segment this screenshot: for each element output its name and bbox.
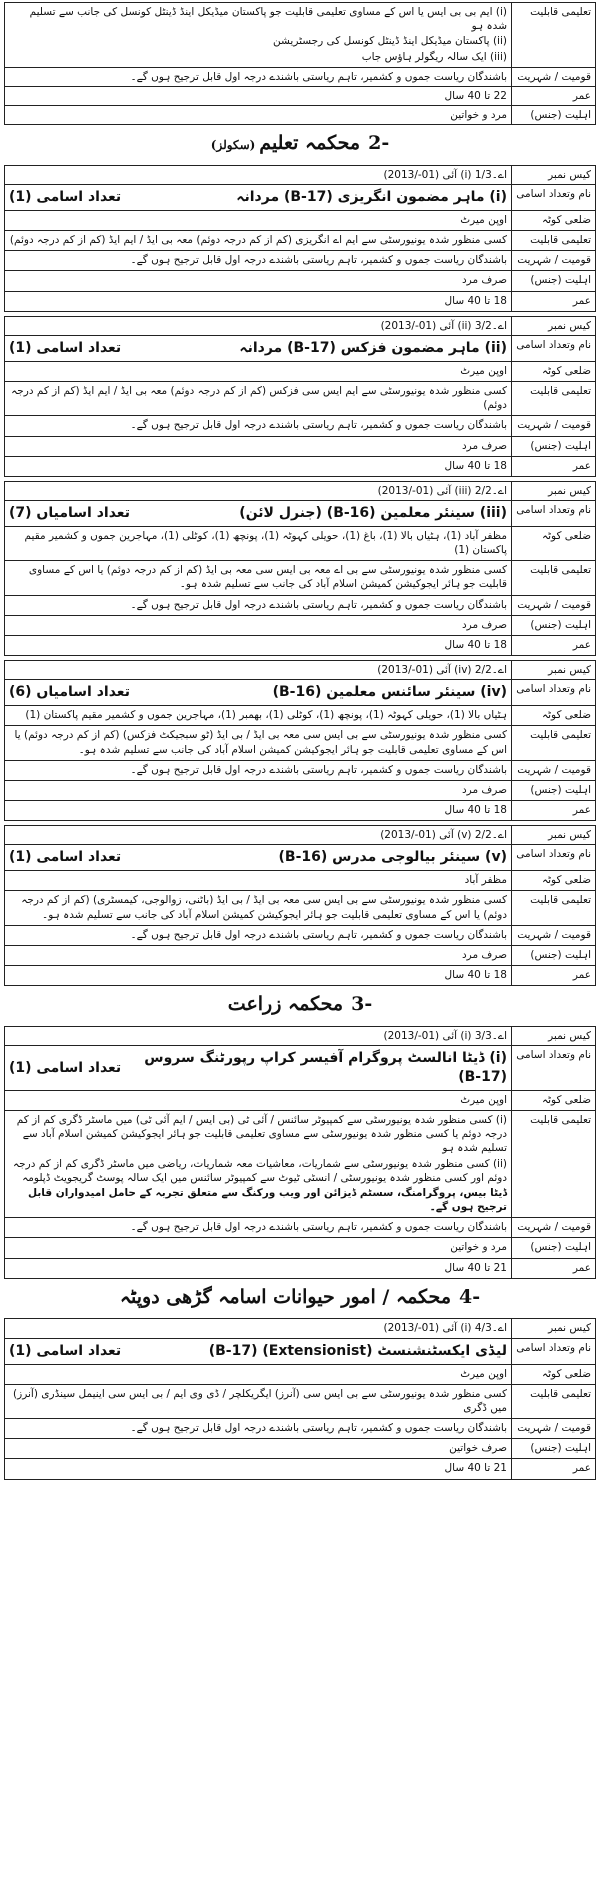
value-line: باشندگان ریاست جموں و کشمیر، تاہم ریاستی باشندے درجہ اول قابل ترجیح ہوں گے۔ xyxy=(130,598,507,611)
table-row xyxy=(5,661,596,680)
row-value xyxy=(5,891,512,925)
table-row xyxy=(5,945,596,965)
table-row xyxy=(5,726,596,760)
value-line: ڈیٹا بیس، پروگرامنگ، سسٹم ڈیزائن اور ویب ورکنگ سے متعلق تجربہ کے حامل امیدواران قابل ترجیح ہوں گے۔ xyxy=(27,1186,507,1214)
table-row xyxy=(5,335,596,361)
row-label: قومیت / شہریت xyxy=(512,595,596,615)
table-row xyxy=(5,416,596,436)
row-value xyxy=(5,3,512,68)
row-value xyxy=(5,1419,512,1439)
post-name-cell xyxy=(5,501,512,527)
table-row xyxy=(5,706,596,726)
row-label: اہلیت (جنس) xyxy=(512,271,596,291)
value-line: مرد و خواتین xyxy=(450,1241,507,1254)
value-line: صرف مرد xyxy=(461,618,507,631)
row-label: عمر xyxy=(512,801,596,821)
row-value xyxy=(5,271,512,291)
department-heading xyxy=(4,992,596,1018)
row-label: کیس نمبر xyxy=(512,826,596,845)
table-row xyxy=(5,1111,596,1218)
value-line: صرف مرد xyxy=(461,948,507,961)
post-line xyxy=(9,1342,507,1361)
table-row xyxy=(5,1319,596,1338)
row-value xyxy=(5,801,512,821)
row-value: مرد و خواتین xyxy=(5,106,512,125)
row-label: عمر xyxy=(512,1258,596,1278)
table-row xyxy=(5,1419,596,1439)
row-label: کیس نمبر xyxy=(512,661,596,680)
row-label: ضلعی کوٹہ xyxy=(512,210,596,230)
row-label: تعلیمی قابلیت xyxy=(512,382,596,416)
row-label: قومیت / شہریت xyxy=(512,416,596,436)
case-number: اے۔4/3 (i) آئی (01-/2013) xyxy=(5,1319,512,1338)
table-row xyxy=(5,481,596,500)
department-title: محکمہ تعلیم xyxy=(259,132,361,155)
value-line: اوپن میرٹ xyxy=(460,1367,507,1380)
table-row xyxy=(5,106,596,125)
case-number: اے۔2/2 (iii) آئی (01-/2013) xyxy=(5,481,512,500)
row-label: ضلعی کوٹہ xyxy=(512,706,596,726)
row-label: تعلیمی قابلیت xyxy=(512,726,596,760)
row-value xyxy=(5,416,512,436)
row-label: تعلیمی قابلیت xyxy=(512,1111,596,1218)
row-value xyxy=(5,726,512,760)
case-number: اے۔1/3 (i) آئی (01-/2013) xyxy=(5,165,512,184)
row-value xyxy=(5,231,512,251)
value-line: (i) ایم بی بی ایس یا اس کے مساوی تعلیمی قابلیت جو پاکستان میڈیکل اینڈ ڈینٹل کونسل کی جانب سے تسلیم شدہ ہو xyxy=(29,6,507,33)
value-line: کسی منظور شدہ یونیورسٹی سے ایم اے انگریزی (کم از کم درجہ دوئم) معہ بی ایڈ / ایم ایڈ (کم از کم درجہ دوئم) xyxy=(9,234,507,247)
row-label: اہلیت (جنس) xyxy=(512,1238,596,1258)
value-line: اوپن میرٹ xyxy=(460,1093,507,1106)
post-table xyxy=(4,825,596,986)
value-line: 21 تا 40 سال xyxy=(444,1261,507,1274)
post-title: (v) سینئر بیالوجی مدرس (B-16) xyxy=(278,849,507,866)
post-count: تعداد اسامی (1) xyxy=(9,189,122,206)
table-row xyxy=(5,271,596,291)
table-row xyxy=(5,3,596,68)
department-number: -4 xyxy=(459,1285,481,1308)
post-table xyxy=(4,481,596,656)
post-title: (i) ماہر مضمون انگریزی (B-17) مردانہ xyxy=(236,189,507,206)
table-row xyxy=(5,1459,596,1479)
row-label: کیس نمبر xyxy=(512,316,596,335)
value-line: صرف مرد xyxy=(461,274,507,287)
post-name-cell xyxy=(5,845,512,871)
row-label: اہلیت (جنس) xyxy=(512,615,596,635)
row-label: کیس نمبر xyxy=(512,165,596,184)
value-line: صرف مرد xyxy=(461,439,507,452)
value-line: کسی منظور شدہ یونیورسٹی سے بی ایس سی معہ بی ایڈ / بی ایڈ (ٹو سبجیکٹ فزکس) (کم از کم درجہ دوئم) یا اس کے مساوی تعلیمی قابلیت جو ہائر ایجوکیشن کمیشن اسلام آباد کی جانب سے تسلیم شدہ ہو۔ xyxy=(14,729,507,756)
post-line xyxy=(9,683,507,702)
row-label: قومیت / شہریت xyxy=(512,925,596,945)
post-name-cell xyxy=(5,1046,512,1091)
table-row xyxy=(5,231,596,251)
row-label: نام وتعداد اسامی xyxy=(512,185,596,211)
table-row xyxy=(5,780,596,800)
value-line: کسی منظور شدہ یونیورسٹی سے ایم ایس سی فزکس (کم از کم درجہ دوئم) معہ بی ایڈ / ایم ایڈ (کم از کم درجہ دوئم) xyxy=(11,385,507,412)
table-row xyxy=(5,251,596,271)
value-line: صرف خواتین xyxy=(449,1442,507,1455)
value-line: کسی منظور شدہ یونیورسٹی سے بی ایس سی معہ بی ایڈ / بی ایڈ (باٹنی، زوالوجی، کیمسٹری) (کم از کم درجہ دوئم) یا اس کے مساوی تعلیمی قابلیت جو ہائر ایجوکیشن کمیشن اسلام آباد کی جانب سے تسلیم شدہ ہو۔ xyxy=(21,894,507,921)
row-label: عمر xyxy=(512,1459,596,1479)
table-row xyxy=(5,210,596,230)
table-row xyxy=(5,1258,596,1278)
row-value: باشندگان ریاست جموں و کشمیر، تاہم ریاستی باشندے درجہ اول قابل ترجیح ہوں گے۔ xyxy=(5,67,512,86)
row-value xyxy=(5,1384,512,1418)
value-line: باشندگان ریاست جموں و کشمیر، تاہم ریاستی باشندے درجہ اول قابل ترجیح ہوں گے۔ xyxy=(130,928,507,941)
table-row xyxy=(5,561,596,595)
table-row xyxy=(5,1090,596,1110)
row-label: عمر xyxy=(512,966,596,986)
value-line: مظفر آباد xyxy=(464,874,507,887)
post-count: تعداد اسامی (1) xyxy=(9,849,122,866)
row-label: قومیت / شہریت xyxy=(512,1419,596,1439)
row-label: نام وتعداد اسامی xyxy=(512,1338,596,1364)
post-line xyxy=(9,848,507,867)
value-line: کسی منظور شدہ یونیورسٹی سے بی ایس سی (آنرز) ایگریکلچر / ڈی وی ایم / بی ایس سی اینیمل سینڈری (آنرز) میں ڈگری xyxy=(13,1387,507,1414)
row-label: نام وتعداد اسامی xyxy=(512,501,596,527)
table-row xyxy=(5,291,596,311)
value-line: ہٹیاں بالا (1)، حویلی کہوٹہ (1)، پونچھ (1)، کوٹلی (1)، بھمبر (1)، مہاجرین جموں و کشمیر مقیم پاکستان (1) xyxy=(25,709,507,722)
table-row xyxy=(5,316,596,335)
row-value xyxy=(5,945,512,965)
table-row xyxy=(5,801,596,821)
table-row xyxy=(5,185,596,211)
table-row xyxy=(5,1218,596,1238)
post-count: تعداد اسامی (1) xyxy=(9,1059,122,1076)
row-label: اہلیت (جنس) xyxy=(512,106,596,125)
value-line: صرف مرد xyxy=(461,783,507,796)
value-line: باشندگان ریاست جموں و کشمیر، تاہم ریاستی باشندے درجہ اول قابل ترجیح ہوں گے۔ xyxy=(130,763,507,776)
value-line: باشندگان ریاست جموں و کشمیر، تاہم ریاستی باشندے درجہ اول قابل ترجیح ہوں گے۔ xyxy=(130,1422,507,1435)
table-row xyxy=(5,526,596,560)
value-line: (ii) پاکستان میڈیکل اینڈ ڈینٹل کونسل کی رجسٹریشن xyxy=(273,35,507,48)
row-value xyxy=(5,780,512,800)
post-name-cell xyxy=(5,1338,512,1364)
table-row xyxy=(5,595,596,615)
post-title: (iv) سینئر سائنس معلمین (B-16) xyxy=(272,684,507,701)
post-title: (iii) سینئر معلمین (B-16) (جنرل لائن) xyxy=(239,505,507,522)
department-note: (سکولز) xyxy=(210,138,256,153)
row-label: تعلیمی قابلیت xyxy=(512,3,596,68)
table-row xyxy=(5,891,596,925)
case-number: اے۔3/2 (ii) آئی (01-/2013) xyxy=(5,316,512,335)
table-row xyxy=(5,615,596,635)
department-title: محکمہ / امور حیوانات اسامہ گڑھی دوپٹہ xyxy=(119,1285,451,1308)
post-table xyxy=(4,165,596,312)
post-count: تعداد اسامی (1) xyxy=(9,1342,122,1359)
row-label: تعلیمی قابلیت xyxy=(512,561,596,595)
value-line: 18 تا 40 سال xyxy=(444,969,507,982)
department-heading xyxy=(4,1285,596,1311)
row-label: نام وتعداد اسامی xyxy=(512,680,596,706)
row-value xyxy=(5,1218,512,1238)
case-number: اے۔2/2 (iv) آئی (01-/2013) xyxy=(5,661,512,680)
case-number: اے۔2/2 (v) آئی (01-/2013) xyxy=(5,826,512,845)
table-row xyxy=(5,165,596,184)
table-row xyxy=(5,966,596,986)
table-row xyxy=(5,1364,596,1384)
row-value xyxy=(5,595,512,615)
row-label: تعلیمی قابلیت xyxy=(512,231,596,251)
table-row xyxy=(5,501,596,527)
post-title: (i) ڈیٹا انالسٹ پروگرام آفیسر کراپ رپورٹنگ سروس (B-17) xyxy=(144,1050,507,1086)
row-value xyxy=(5,871,512,891)
department-title: محکمہ زراعت xyxy=(227,993,344,1016)
row-value xyxy=(5,1439,512,1459)
row-value xyxy=(5,436,512,456)
value-line: 21 تا 40 سال xyxy=(444,1462,507,1475)
row-value xyxy=(5,925,512,945)
row-label: اہلیت (جنس) xyxy=(512,780,596,800)
row-label: قومیت / شہریت xyxy=(512,1218,596,1238)
row-value xyxy=(5,1238,512,1258)
post-name-cell xyxy=(5,335,512,361)
row-label: قومیت / شہریت xyxy=(512,67,596,86)
post-table xyxy=(4,1318,596,1479)
department-heading xyxy=(4,131,596,157)
post-name-cell xyxy=(5,680,512,706)
table-row xyxy=(5,361,596,381)
table-row xyxy=(5,1026,596,1045)
row-label: عمر xyxy=(512,86,596,105)
row-value xyxy=(5,291,512,311)
row-label: اہلیت (جنس) xyxy=(512,945,596,965)
table-row xyxy=(5,1238,596,1258)
post-title: لیڈی ایکسٹنشنسٹ (Extensionist) (B-17) xyxy=(208,1342,507,1359)
table-row xyxy=(5,826,596,845)
post-line xyxy=(9,504,507,523)
row-label: کیس نمبر xyxy=(512,1026,596,1045)
row-label: ضلعی کوٹہ xyxy=(512,871,596,891)
row-value xyxy=(5,1459,512,1479)
table-row xyxy=(5,925,596,945)
row-value xyxy=(5,210,512,230)
row-value xyxy=(5,1111,512,1218)
row-value: 22 تا 40 سال xyxy=(5,86,512,105)
value-line: کسی منظور شدہ یونیورسٹی سے بی اے معہ بی ایس سی معہ بی ایڈ (کم از کم درجہ دوئم) یا اس کے مساوی قابلیت جو ہائر ایجوکیشن کمیشن اسلام آباد کی جانب سے تسلیم شدہ ہو۔ xyxy=(28,564,507,591)
post-line xyxy=(9,188,507,207)
post-line xyxy=(9,1049,507,1087)
row-label: عمر xyxy=(512,291,596,311)
value-line: اوپن میرٹ xyxy=(460,213,507,226)
table-row xyxy=(5,86,596,105)
value-line: 18 تا 40 سال xyxy=(444,638,507,651)
table-row xyxy=(5,635,596,655)
value-line: 18 تا 40 سال xyxy=(444,459,507,472)
row-value xyxy=(5,966,512,986)
table-row xyxy=(5,456,596,476)
table-row xyxy=(5,67,596,86)
row-value xyxy=(5,251,512,271)
row-label: اہلیت (جنس) xyxy=(512,1439,596,1459)
row-value xyxy=(5,1364,512,1384)
post-table xyxy=(4,1026,596,1279)
row-value xyxy=(5,706,512,726)
row-value xyxy=(5,1258,512,1278)
row-label: قومیت / شہریت xyxy=(512,760,596,780)
row-label: ضلعی کوٹہ xyxy=(512,1364,596,1384)
departments-list xyxy=(4,131,596,1479)
row-label: کیس نمبر xyxy=(512,481,596,500)
value-line: (iii) ایک سالہ ریگولر ہاؤس جاب xyxy=(361,50,507,63)
row-label: ضلعی کوٹہ xyxy=(512,361,596,381)
row-label: نام وتعداد اسامی xyxy=(512,845,596,871)
table-row xyxy=(5,871,596,891)
row-value xyxy=(5,526,512,560)
row-value xyxy=(5,635,512,655)
row-value xyxy=(5,615,512,635)
department-number: -2 xyxy=(368,132,390,155)
row-label: ضلعی کوٹہ xyxy=(512,526,596,560)
row-label: عمر xyxy=(512,456,596,476)
case-number: اے۔3/3 (i) آئی (01-/2013) xyxy=(5,1026,512,1045)
row-label: عمر xyxy=(512,635,596,655)
table-row xyxy=(5,1046,596,1091)
post-count: تعداد اسامیاں (6) xyxy=(9,684,130,701)
row-value xyxy=(5,561,512,595)
row-label: تعلیمی قابلیت xyxy=(512,891,596,925)
row-value xyxy=(5,361,512,381)
value-line: باشندگان ریاست جموں و کشمیر، تاہم ریاستی باشندے درجہ اول قابل ترجیح ہوں گے۔ xyxy=(130,254,507,267)
table-row xyxy=(5,845,596,871)
table-row xyxy=(5,1384,596,1418)
value-line: (i) کسی منظور شدہ یونیورسٹی سے کمپیوٹر سائنس / آئی ٹی (بی ایس / ایم آئی ٹی) میں ماسٹر ڈگری کم از کم درجہ دوئم یا کسی منظور شدہ یونیورسٹی سے مساوی تعلیمی قابلیت جو ہائر ایجوکیشن کمیشن اسلام آباد سے تسلیم شدہ ہو xyxy=(16,1114,507,1155)
value-line: 18 تا 40 سال xyxy=(444,294,507,307)
table-row xyxy=(5,436,596,456)
value-line: اوپن میرٹ xyxy=(460,364,507,377)
value-line: (ii) کسی منظور شدہ یونیورسٹی سے شماریات، معاشیات معہ شماریات، ریاضی میں ماسٹر ڈگری کم از کم درجہ دوئم اور کسی منظور شدہ یونیورسٹی / انسٹی ٹیوٹ سے کمپیوٹر سائنس میں ایک سالہ پوسٹ گریجویٹ ڈپلومہ xyxy=(13,1157,507,1184)
row-label: نام وتعداد اسامی xyxy=(512,1046,596,1091)
post-title: (ii) ماہر مضمون فزکس (B-17) مردانہ xyxy=(239,339,507,356)
post-count: تعداد اسامیاں (7) xyxy=(9,505,130,522)
value-line: 18 تا 40 سال xyxy=(444,804,507,817)
row-label: نام وتعداد اسامی xyxy=(512,335,596,361)
row-label: ضلعی کوٹہ xyxy=(512,1090,596,1110)
value-line: مظفر آباد (1)، ہٹیاں بالا (1)، باغ (1)، حویلی کہوٹہ (1)، پونچھ (1)، کوٹلی (1)، مہاجرین جموں و کشمیر مقیم پاکستان (1) xyxy=(24,529,507,557)
intro-table xyxy=(4,2,596,125)
table-row xyxy=(5,1338,596,1364)
row-value xyxy=(5,456,512,476)
table-row xyxy=(5,382,596,416)
table-row xyxy=(5,760,596,780)
row-label: قومیت / شہریت xyxy=(512,251,596,271)
post-table xyxy=(4,316,596,477)
row-value xyxy=(5,1090,512,1110)
post-line xyxy=(9,339,507,358)
value-line: باشندگان ریاست جموں و کشمیر، تاہم ریاستی باشندے درجہ اول قابل ترجیح ہوں گے۔ xyxy=(130,1221,507,1234)
table-row xyxy=(5,680,596,706)
row-label: کیس نمبر xyxy=(512,1319,596,1338)
row-label: تعلیمی قابلیت xyxy=(512,1384,596,1418)
table-row xyxy=(5,1439,596,1459)
row-value xyxy=(5,760,512,780)
department-number: -3 xyxy=(351,993,373,1016)
row-value xyxy=(5,382,512,416)
post-name-cell xyxy=(5,185,512,211)
value-line: باشندگان ریاست جموں و کشمیر، تاہم ریاستی باشندے درجہ اول قابل ترجیح ہوں گے۔ xyxy=(130,419,507,432)
row-label: اہلیت (جنس) xyxy=(512,436,596,456)
post-count: تعداد اسامی (1) xyxy=(9,339,122,356)
post-table xyxy=(4,660,596,821)
